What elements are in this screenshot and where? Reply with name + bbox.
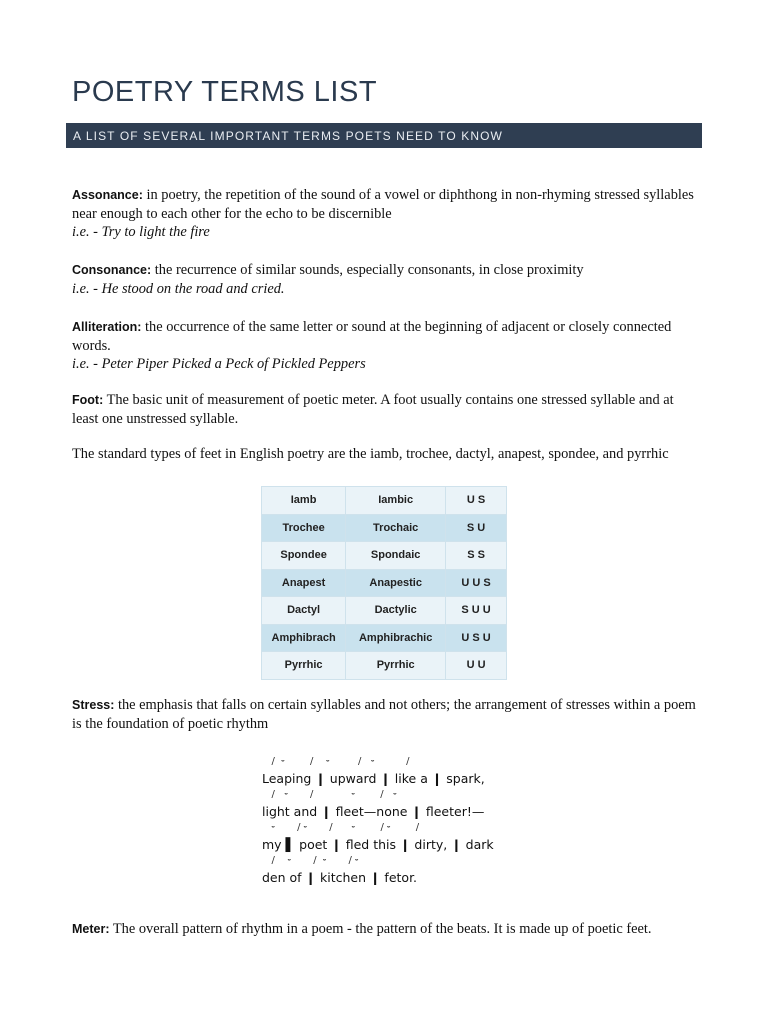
pattern-cell: U S U <box>446 624 507 652</box>
adjective-cell: Iambic <box>346 487 446 515</box>
assonance-entry <box>72 186 698 242</box>
foot-name-cell: Amphibrach <box>262 624 346 652</box>
feet-table <box>261 486 507 680</box>
pattern-cell: S U U <box>446 597 507 625</box>
assonance-term: Assonance: <box>72 188 143 202</box>
page-title: POETRY TERMS LIST <box>72 76 378 108</box>
scansion-marks-line: / ⏑ / ⏑ / ⏑ / <box>262 756 410 767</box>
consonance-example: i.e. - He stood on the road and cried. <box>72 280 285 297</box>
meter-definition: The overall pattern of rhythm in a poem - the pattern of the beats. It is made up of poetic feet. <box>109 921 652 937</box>
assonance-definition: in poetry, the repetition of the sound of a vowel or diphthong in non-rhyming stressed syllables near enough to each other for the echo to be discernible <box>72 187 694 222</box>
table-row <box>262 624 507 652</box>
consonance-entry <box>72 261 698 298</box>
table-row <box>262 569 507 597</box>
table-row <box>262 542 507 570</box>
alliteration-entry <box>72 318 698 374</box>
adjective-cell: Spondaic <box>346 542 446 570</box>
stress-term: Stress: <box>72 698 115 712</box>
foot-name-cell: Trochee <box>262 514 346 542</box>
alliteration-term: Alliteration: <box>72 320 142 334</box>
foot-name-cell: Iamb <box>262 487 346 515</box>
scansion-verse-line: light and ❙ fleet—none ❙ fleeter!— <box>262 804 485 819</box>
scansion-verse-line: Leaping ❙ upward ❙ like a ❙ spark, <box>262 771 485 786</box>
assonance-example: i.e. - Try to light the fire <box>72 224 210 240</box>
feet-intro: The standard types of feet in English poetry are the iamb, trochee, dactyl, anapest, spondee, and pyrrhic <box>72 446 669 462</box>
subtitle-text: A LIST OF SEVERAL IMPORTANT TERMS POETS NEED TO KNOW <box>73 128 503 143</box>
adjective-cell: Trochaic <box>346 514 446 542</box>
foot-name-cell: Spondee <box>262 542 346 570</box>
foot-entry <box>72 391 698 428</box>
foot-term: Foot: <box>72 393 104 407</box>
table-row <box>262 487 507 515</box>
table-row <box>262 597 507 625</box>
adjective-cell: Pyrrhic <box>346 652 446 680</box>
consonance-term: Consonance: <box>72 263 152 277</box>
stress-definition: the emphasis that falls on certain syllables and not others; the arrangement of stresses within a poem is the foundation of poetic rhythm <box>72 697 696 732</box>
foot-name-cell: Anapest <box>262 569 346 597</box>
scansion-example <box>262 755 522 887</box>
scansion-marks-line: / ⏑ / ⏑ / ⏑ <box>262 855 359 866</box>
pattern-cell: U U <box>446 652 507 680</box>
scansion-marks-line: ⏑ / ⏑ / ⏑ / ⏑ / <box>262 822 420 833</box>
alliteration-example: i.e. - Peter Piper Picked a Peck of Pickled Peppers <box>72 356 366 372</box>
subtitle-banner <box>66 123 702 148</box>
foot-definition: The basic unit of measurement of poetic meter. A foot usually contains one stressed syllable and at least one unstressed syllable. <box>72 392 674 427</box>
pattern-cell: U S <box>446 487 507 515</box>
foot-name-cell: Pyrrhic <box>262 652 346 680</box>
foot-name-cell: Dactyl <box>262 597 346 625</box>
adjective-cell: Anapestic <box>346 569 446 597</box>
pattern-cell: S U <box>446 514 507 542</box>
stress-entry <box>72 696 698 733</box>
scansion-verse-line: my ▌ poet ❙ fled this ❙ dirty, ❙ dark <box>262 837 494 852</box>
scansion-verse-line: den of ❙ kitchen ❙ fetor. <box>262 870 418 885</box>
scansion-marks-line: / ⏑ / ⏑ / ⏑ <box>262 789 397 800</box>
meter-term: Meter: <box>72 922 110 936</box>
table-row <box>262 514 507 542</box>
pattern-cell: U U S <box>446 569 507 597</box>
adjective-cell: Dactylic <box>346 597 446 625</box>
pattern-cell: S S <box>446 542 507 570</box>
alliteration-definition: the occurrence of the same letter or sound at the beginning of adjacent or closely connected words. <box>72 319 672 354</box>
adjective-cell: Amphibrachic <box>346 624 446 652</box>
consonance-definition: the recurrence of similar sounds, especially consonants, in close proximity <box>151 262 584 278</box>
table-row <box>262 652 507 680</box>
meter-entry <box>72 920 698 939</box>
